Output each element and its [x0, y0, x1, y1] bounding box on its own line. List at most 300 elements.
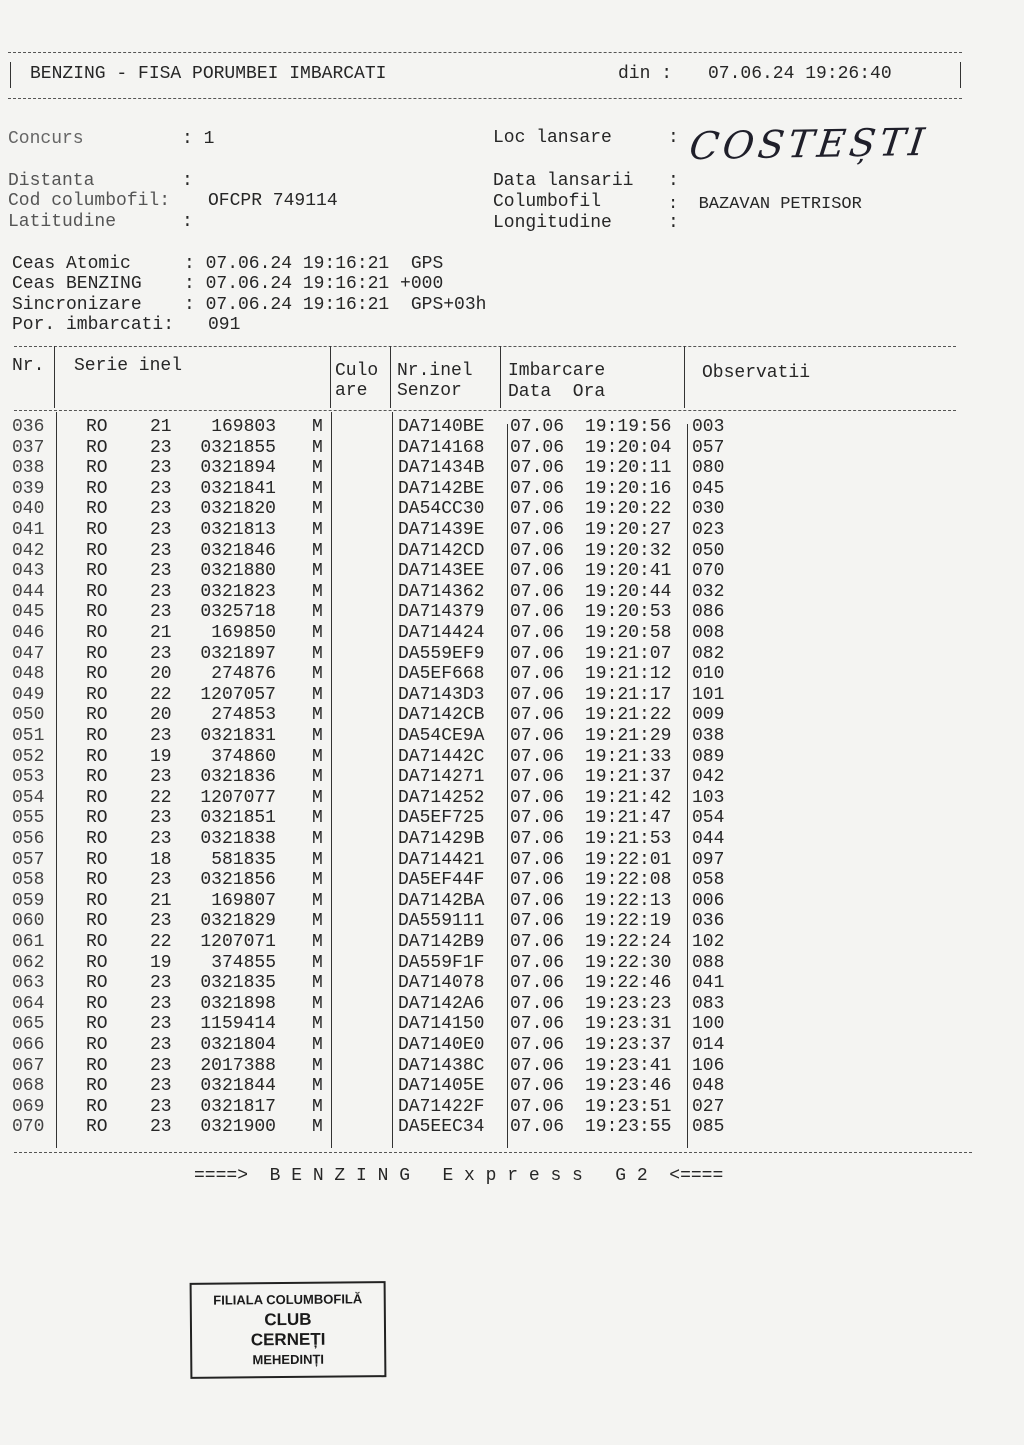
- row-sensor-id: DA5EF668: [398, 664, 485, 685]
- row-sensor-id: DA71422F: [398, 1096, 485, 1117]
- row-sensor-id: DA714168: [398, 437, 485, 458]
- row-code: 003: [692, 417, 725, 437]
- table-row: [0, 788, 1024, 809]
- distanta-label: Distanta: [8, 171, 95, 191]
- row-time: 19:23:55: [585, 1117, 672, 1138]
- row-time: 19:22:30: [585, 952, 672, 973]
- row-country: RO: [86, 726, 108, 746]
- row-country: RO: [86, 417, 108, 437]
- row-code: 014: [692, 1035, 725, 1055]
- row-country: RO: [86, 1014, 108, 1035]
- row-country: RO: [86, 602, 108, 623]
- row-code: 042: [692, 767, 725, 788]
- row-country: RO: [86, 787, 108, 808]
- row-country: RO: [86, 458, 108, 479]
- table-row: [0, 953, 1024, 974]
- row-year: 20: [150, 664, 172, 685]
- row-ring-number: 1207057: [200, 684, 276, 705]
- row-code: 086: [692, 602, 725, 623]
- table-row: [0, 1056, 1024, 1077]
- row-date: 07.06: [510, 952, 565, 973]
- row-date: 07.06: [510, 623, 565, 643]
- row-sex: M: [312, 1055, 323, 1076]
- row-date: 07.06: [510, 705, 565, 726]
- row-time: 19:21:07: [585, 643, 672, 664]
- row-time: 19:23:37: [585, 1035, 672, 1055]
- row-ring-number: 0321829: [200, 911, 276, 932]
- row-date: 07.06: [510, 1076, 565, 1097]
- col-divider-nr: [54, 346, 55, 408]
- row-sensor-id: DA714078: [398, 973, 485, 994]
- row-time: 19:23:46: [585, 1076, 672, 1097]
- row-year: 23: [150, 602, 172, 623]
- row-date: 07.06: [510, 993, 565, 1014]
- row-number: 065: [12, 1014, 45, 1035]
- table-top-border: [14, 346, 956, 347]
- imbarcati-value: 091: [208, 315, 241, 335]
- club-stamp: [190, 1281, 387, 1379]
- row-number: 066: [12, 1035, 45, 1055]
- row-number: 049: [12, 684, 45, 705]
- row-country: RO: [86, 1035, 108, 1055]
- row-year: 21: [150, 417, 172, 437]
- columbofil-value: : BAZAVAN PETRISOR: [668, 195, 862, 214]
- row-time: 19:20:44: [585, 581, 672, 602]
- stamp-line-3: CERNEȚI: [250, 1329, 326, 1350]
- row-ring-number: 0321846: [200, 540, 276, 561]
- row-date: 07.06: [510, 417, 565, 437]
- cod-columbofil-label: Cod columbofil:: [8, 191, 171, 211]
- row-time: 19:20:22: [585, 499, 672, 520]
- table-row: [0, 1117, 1024, 1138]
- row-ring-number: 0321817: [200, 1096, 276, 1117]
- latitudine-label: Latitudine: [8, 212, 117, 232]
- row-time: 19:21:42: [585, 787, 672, 808]
- table-row: [0, 829, 1024, 850]
- row-time: 19:21:37: [585, 767, 672, 788]
- row-sensor-id: DA559111: [398, 911, 485, 932]
- row-year: 23: [150, 581, 172, 602]
- row-year: 23: [150, 1055, 172, 1076]
- row-number: 054: [12, 787, 45, 808]
- table-row: [0, 726, 1024, 747]
- row-number: 047: [12, 643, 45, 664]
- row-code: 045: [692, 478, 725, 499]
- table-row: [0, 623, 1024, 644]
- table-row: [0, 438, 1024, 459]
- row-year: 23: [150, 767, 172, 788]
- row-country: RO: [86, 1117, 108, 1138]
- row-sex: M: [312, 890, 323, 911]
- row-time: 19:20:04: [585, 437, 672, 458]
- row-sensor-id: DA5EF44F: [398, 870, 485, 891]
- row-code: 057: [692, 437, 725, 458]
- row-code: 027: [692, 1096, 725, 1117]
- row-code: 006: [692, 890, 725, 911]
- row-ring-number: 0321835: [200, 973, 276, 994]
- row-year: 23: [150, 458, 172, 479]
- row-ring-number: 0321897: [200, 643, 276, 664]
- row-time: 19:21:17: [585, 684, 672, 705]
- row-time: 19:20:16: [585, 478, 672, 499]
- row-sex: M: [312, 540, 323, 561]
- row-number: 043: [12, 561, 45, 582]
- row-sex: M: [312, 643, 323, 664]
- row-ring-number: 581835: [211, 849, 276, 870]
- row-date: 07.06: [510, 973, 565, 994]
- row-country: RO: [86, 1096, 108, 1117]
- row-code: 048: [692, 1076, 725, 1097]
- row-sensor-id: DA714421: [398, 849, 485, 870]
- table-row: [0, 1035, 1024, 1056]
- table-row: [0, 891, 1024, 912]
- row-sensor-id: DA7140E0: [398, 1035, 485, 1055]
- row-sex: M: [312, 602, 323, 623]
- row-time: 19:21:33: [585, 746, 672, 767]
- row-sensor-id: DA5EEC34: [398, 1117, 485, 1138]
- row-year: 20: [150, 705, 172, 726]
- page-title: BENZING - FISA PORUMBEI IMBARCATI: [30, 64, 387, 84]
- row-ring-number: 2017388: [200, 1055, 276, 1076]
- row-sex: M: [312, 623, 323, 643]
- row-ring-number: 274853: [211, 705, 276, 726]
- row-year: 23: [150, 499, 172, 520]
- table-row: [0, 767, 1024, 788]
- row-sex: M: [312, 726, 323, 746]
- row-code: 050: [692, 540, 725, 561]
- row-ring-number: 169807: [211, 890, 276, 911]
- row-ring-number: 0321820: [200, 499, 276, 520]
- row-number: 058: [12, 870, 45, 891]
- row-time: 19:23:41: [585, 1055, 672, 1076]
- table-row: [0, 705, 1024, 726]
- row-sensor-id: DA71438C: [398, 1055, 485, 1076]
- row-sensor-id: DA714271: [398, 767, 485, 788]
- row-sensor-id: DA71405E: [398, 1076, 485, 1097]
- row-year: 23: [150, 478, 172, 499]
- row-time: 19:22:24: [585, 932, 672, 952]
- row-ring-number: 0321813: [200, 520, 276, 540]
- row-code: 036: [692, 911, 725, 932]
- table-row: [0, 644, 1024, 665]
- row-country: RO: [86, 911, 108, 932]
- stamp-line-4: MEHEDINȚI: [252, 1351, 325, 1368]
- row-year: 19: [150, 746, 172, 767]
- row-sex: M: [312, 499, 323, 520]
- row-sex: M: [312, 478, 323, 499]
- row-year: 23: [150, 973, 172, 994]
- row-country: RO: [86, 993, 108, 1014]
- row-number: 046: [12, 623, 45, 643]
- row-ring-number: 1207077: [200, 787, 276, 808]
- row-code: 008: [692, 623, 725, 643]
- row-ring-number: 0321804: [200, 1035, 276, 1055]
- table-row: [0, 850, 1024, 871]
- row-number: 055: [12, 808, 45, 829]
- row-sensor-id: DA71442C: [398, 746, 485, 767]
- row-sex: M: [312, 684, 323, 705]
- row-ring-number: 0321894: [200, 458, 276, 479]
- row-ring-number: 0321823: [200, 581, 276, 602]
- row-country: RO: [86, 520, 108, 540]
- row-number: 051: [12, 726, 45, 746]
- row-time: 19:22:08: [585, 870, 672, 891]
- ceas-atomic-value: : 07.06.24 19:16:21 GPS: [184, 254, 444, 274]
- print-date: 07.06.24 19:26:40: [708, 64, 892, 84]
- col-header-observatii: Observatii: [702, 363, 811, 383]
- row-date: 07.06: [510, 870, 565, 891]
- row-number: 070: [12, 1117, 45, 1138]
- table-header-bottom-border: [14, 410, 956, 411]
- data-lansarii-label: Data lansarii: [493, 171, 634, 191]
- row-time: 19:19:56: [585, 417, 672, 437]
- row-sex: M: [312, 437, 323, 458]
- ceas-atomic-label: Ceas Atomic: [12, 254, 131, 274]
- table-row: [0, 747, 1024, 768]
- row-number: 061: [12, 932, 45, 952]
- row-sex: M: [312, 829, 323, 849]
- row-date: 07.06: [510, 561, 565, 582]
- sincronizare-value: : 07.06.24 19:16:21 GPS+03h: [184, 295, 487, 315]
- row-time: 19:21:29: [585, 726, 672, 746]
- row-time: 19:23:51: [585, 1096, 672, 1117]
- row-code: 082: [692, 643, 725, 664]
- row-ring-number: 0321841: [200, 478, 276, 499]
- row-sensor-id: DA7143EE: [398, 561, 485, 582]
- row-country: RO: [86, 499, 108, 520]
- row-country: RO: [86, 932, 108, 952]
- row-year: 23: [150, 540, 172, 561]
- row-number: 057: [12, 849, 45, 870]
- row-date: 07.06: [510, 1117, 565, 1138]
- row-country: RO: [86, 890, 108, 911]
- concurs-label: Concurs: [8, 129, 84, 149]
- row-sex: M: [312, 849, 323, 870]
- row-country: RO: [86, 973, 108, 994]
- row-number: 038: [12, 458, 45, 479]
- row-sensor-id: DA7142B9: [398, 932, 485, 952]
- row-year: 23: [150, 437, 172, 458]
- col-header-serie: Serie inel: [74, 356, 183, 376]
- row-country: RO: [86, 1076, 108, 1097]
- header-bottom-border: [8, 98, 962, 99]
- distanta-sep: :: [182, 171, 193, 191]
- header-left-border: [10, 62, 11, 88]
- header-top-border: [8, 52, 962, 53]
- row-country: RO: [86, 767, 108, 788]
- row-country: RO: [86, 952, 108, 973]
- row-sensor-id: DA71429B: [398, 829, 485, 849]
- row-country: RO: [86, 664, 108, 685]
- row-sensor-id: DA71434B: [398, 458, 485, 479]
- row-date: 07.06: [510, 478, 565, 499]
- row-number: 050: [12, 705, 45, 726]
- row-date: 07.06: [510, 1014, 565, 1035]
- row-country: RO: [86, 746, 108, 767]
- row-number: 068: [12, 1076, 45, 1097]
- row-year: 23: [150, 1035, 172, 1055]
- row-number: 062: [12, 952, 45, 973]
- col-divider-observatii: [684, 346, 685, 408]
- row-year: 23: [150, 1117, 172, 1138]
- row-date: 07.06: [510, 520, 565, 540]
- row-sex: M: [312, 952, 323, 973]
- row-code: 080: [692, 458, 725, 479]
- table-row: [0, 582, 1024, 603]
- row-ring-number: 169803: [211, 417, 276, 437]
- row-country: RO: [86, 437, 108, 458]
- row-time: 19:20:58: [585, 623, 672, 643]
- col-divider-imbarcare: [500, 346, 501, 408]
- row-date: 07.06: [510, 458, 565, 479]
- row-sensor-id: DA54CE9A: [398, 726, 485, 746]
- row-ring-number: 1207071: [200, 932, 276, 952]
- row-sex: M: [312, 808, 323, 829]
- row-country: RO: [86, 870, 108, 891]
- row-year: 23: [150, 870, 172, 891]
- row-ring-number: 0321831: [200, 726, 276, 746]
- row-code: 100: [692, 1014, 725, 1035]
- row-date: 07.06: [510, 932, 565, 952]
- col-header-imbarcare-1: Imbarcare: [508, 361, 606, 381]
- row-time: 19:20:53: [585, 602, 672, 623]
- row-time: 19:20:11: [585, 458, 672, 479]
- row-sensor-id: DA714252: [398, 787, 485, 808]
- row-time: 19:21:47: [585, 808, 672, 829]
- row-code: 088: [692, 952, 725, 973]
- columbofil-label: Columbofil: [493, 192, 602, 212]
- row-sex: M: [312, 767, 323, 788]
- row-country: RO: [86, 829, 108, 849]
- row-date: 07.06: [510, 643, 565, 664]
- row-year: 23: [150, 561, 172, 582]
- row-ring-number: 0321855: [200, 437, 276, 458]
- row-country: RO: [86, 581, 108, 602]
- loc-lansare-handwritten: COSTEȘTI: [687, 119, 931, 169]
- row-year: 21: [150, 623, 172, 643]
- row-date: 07.06: [510, 1096, 565, 1117]
- row-number: 053: [12, 767, 45, 788]
- row-ring-number: 374860: [211, 746, 276, 767]
- row-number: 059: [12, 890, 45, 911]
- row-ring-number: 0321880: [200, 561, 276, 582]
- row-sensor-id: DA7140BE: [398, 417, 485, 437]
- row-date: 07.06: [510, 767, 565, 788]
- row-date: 07.06: [510, 684, 565, 705]
- row-ring-number: 0321898: [200, 993, 276, 1014]
- row-sex: M: [312, 417, 323, 437]
- table-bottom-border: [14, 1152, 972, 1153]
- row-ring-number: 0321851: [200, 808, 276, 829]
- row-year: 22: [150, 684, 172, 705]
- row-year: 23: [150, 1076, 172, 1097]
- table-row: [0, 870, 1024, 891]
- row-number: 044: [12, 581, 45, 602]
- row-number: 045: [12, 602, 45, 623]
- row-year: 19: [150, 952, 172, 973]
- row-year: 23: [150, 1014, 172, 1035]
- row-number: 040: [12, 499, 45, 520]
- row-code: 041: [692, 973, 725, 994]
- row-code: 023: [692, 520, 725, 540]
- row-code: 058: [692, 870, 725, 891]
- row-time: 19:21:53: [585, 829, 672, 849]
- row-sensor-id: DA7143D3: [398, 684, 485, 705]
- stamp-line-1: FILIALA COLUMBOFILĂ: [213, 1291, 363, 1308]
- row-date: 07.06: [510, 787, 565, 808]
- table-row: [0, 994, 1024, 1015]
- col-header-culoare-2: are: [335, 381, 368, 401]
- row-time: 19:22:01: [585, 849, 672, 870]
- row-year: 23: [150, 726, 172, 746]
- row-ring-number: 0321844: [200, 1076, 276, 1097]
- table-row: [0, 664, 1024, 685]
- row-number: 048: [12, 664, 45, 685]
- row-sensor-id: DA559EF9: [398, 643, 485, 664]
- imbarcati-label: Por. imbarcati:: [12, 315, 175, 335]
- row-sensor-id: DA7142BE: [398, 478, 485, 499]
- row-sex: M: [312, 932, 323, 952]
- row-code: 054: [692, 808, 725, 829]
- row-number: 036: [12, 417, 45, 437]
- row-sex: M: [312, 973, 323, 994]
- row-code: 010: [692, 664, 725, 685]
- table-row: [0, 973, 1024, 994]
- row-ring-number: 0321856: [200, 870, 276, 891]
- row-sensor-id: DA714362: [398, 581, 485, 602]
- row-date: 07.06: [510, 746, 565, 767]
- row-year: 23: [150, 808, 172, 829]
- row-sex: M: [312, 911, 323, 932]
- row-code: 101: [692, 684, 725, 705]
- row-sex: M: [312, 520, 323, 540]
- row-number: 064: [12, 993, 45, 1014]
- row-sensor-id: DA559F1F: [398, 952, 485, 973]
- row-sex: M: [312, 581, 323, 602]
- ceas-benzing-value: : 07.06.24 19:16:21 +000: [184, 274, 444, 294]
- row-time: 19:23:31: [585, 1014, 672, 1035]
- row-number: 056: [12, 829, 45, 849]
- row-country: RO: [86, 561, 108, 582]
- row-sensor-id: DA714379: [398, 602, 485, 623]
- row-code: 106: [692, 1055, 725, 1076]
- row-year: 22: [150, 932, 172, 952]
- col-header-culoare-1: Culo: [335, 361, 379, 381]
- row-ring-number: 274876: [211, 664, 276, 685]
- loc-lansare-label: Loc lansare: [493, 128, 612, 148]
- row-sex: M: [312, 458, 323, 479]
- row-date: 07.06: [510, 1035, 565, 1055]
- row-sex: M: [312, 664, 323, 685]
- row-number: 042: [12, 540, 45, 561]
- row-date: 07.06: [510, 437, 565, 458]
- row-sensor-id: DA71439E: [398, 520, 485, 540]
- row-number: 037: [12, 437, 45, 458]
- data-lansarii-sep: :: [668, 171, 679, 191]
- header-right-border: [960, 62, 961, 88]
- sincronizare-label: Sincronizare: [12, 295, 142, 315]
- row-time: 19:20:32: [585, 540, 672, 561]
- col-divider-culoare: [330, 346, 331, 408]
- row-code: 030: [692, 499, 725, 520]
- table-row: [0, 932, 1024, 953]
- row-date: 07.06: [510, 890, 565, 911]
- row-sex: M: [312, 1117, 323, 1138]
- row-date: 07.06: [510, 602, 565, 623]
- row-date: 07.06: [510, 581, 565, 602]
- row-year: 23: [150, 993, 172, 1014]
- row-date: 07.06: [510, 911, 565, 932]
